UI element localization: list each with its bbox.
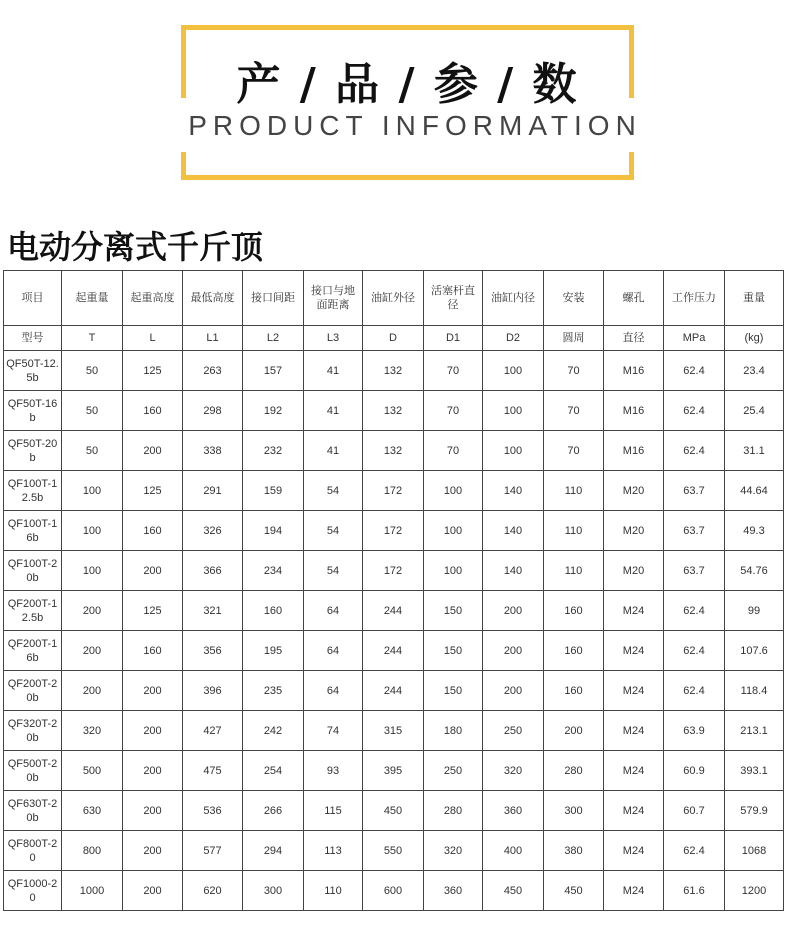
table-row-cell: 536 [183, 791, 243, 831]
table-row-cell: 70 [544, 391, 604, 431]
page-title: 产 / 品 / 参 / 数 [236, 59, 579, 110]
table-row-cell: M24 [604, 711, 664, 751]
table-row-cell: 393.1 [725, 751, 784, 791]
table-header-row-cell: 起重高度 [123, 271, 183, 326]
table-row-cell: 132 [363, 391, 424, 431]
product-name: 电动分离式千斤顶 [7, 228, 264, 266]
table-row-cell: 235 [243, 671, 304, 711]
table-row-cell: 266 [243, 791, 304, 831]
table-row-cell: 450 [363, 791, 424, 831]
table-row-cell: 64 [304, 671, 363, 711]
table-row-cell: M16 [604, 391, 664, 431]
table-row-cell: 23.4 [725, 351, 784, 391]
table-row-cell: 62.4 [664, 591, 725, 631]
table-row-cell: 160 [544, 671, 604, 711]
table-row-cell: 150 [424, 591, 483, 631]
table-row-cell: 244 [363, 631, 424, 671]
spec-table [3, 270, 784, 911]
table-row-cell: 50 [62, 351, 123, 391]
table-row-cell: 70 [544, 351, 604, 391]
table-header-row-cell: 工作压力 [664, 271, 725, 326]
table-row-cell: 50 [62, 431, 123, 471]
table-row-cell: 100 [483, 351, 544, 391]
table-row-cell: 63.7 [664, 551, 725, 591]
table-row-cell: 54.76 [725, 551, 784, 591]
table-row-cell: 100 [424, 551, 483, 591]
table-row [4, 471, 784, 511]
table-row-cell: 320 [62, 711, 123, 751]
table-row-cell: 31.1 [725, 431, 784, 471]
table-row-cell: 160 [123, 391, 183, 431]
table-row-cell: 159 [243, 471, 304, 511]
table-row-cell: M20 [604, 511, 664, 551]
table-row-cell: 244 [363, 671, 424, 711]
table-row-cell: 242 [243, 711, 304, 751]
table-row-cell: 360 [483, 791, 544, 831]
table-row-cell: 44.64 [725, 471, 784, 511]
table-row-cell: 1200 [725, 871, 784, 911]
table-unit-row-cell: L [123, 326, 183, 351]
table-row-cell: M24 [604, 831, 664, 871]
table-row-cell: 132 [363, 351, 424, 391]
table-row-cell: 263 [183, 351, 243, 391]
table-row-cell: 620 [183, 871, 243, 911]
table-unit-row-cell: 圆周 [544, 326, 604, 351]
table-row-cell: 99 [725, 591, 784, 631]
table-row-cell: 74 [304, 711, 363, 751]
table-row-cell: M20 [604, 471, 664, 511]
table-row-cell: 150 [424, 631, 483, 671]
table-row-cell: M24 [604, 591, 664, 631]
table-row-cell: 62.4 [664, 631, 725, 671]
table-row-cell: 60.7 [664, 791, 725, 831]
table-row-cell: 338 [183, 431, 243, 471]
table-row-cell: 450 [483, 871, 544, 911]
table-row-cell: 200 [544, 711, 604, 751]
table-unit-row-cell: T [62, 326, 123, 351]
table-row-cell: QF320T-20b [4, 711, 62, 751]
table-row-cell: 192 [243, 391, 304, 431]
table-row-cell: 320 [424, 831, 483, 871]
table-row-cell: 380 [544, 831, 604, 871]
table-row-cell: 41 [304, 431, 363, 471]
table-row-cell: 200 [123, 671, 183, 711]
table-row-cell: QF800T-20 [4, 831, 62, 871]
table-row-cell: 244 [363, 591, 424, 631]
table-row-cell: 395 [363, 751, 424, 791]
table-row-cell: 100 [424, 511, 483, 551]
table-row-cell: QF100T-16b [4, 511, 62, 551]
table-row-cell: 200 [483, 591, 544, 631]
table-row [4, 511, 784, 551]
table-row-cell: 125 [123, 351, 183, 391]
table-header-row-cell: 活塞杆直径 [424, 271, 483, 326]
table-row-cell: 49.3 [725, 511, 784, 551]
table-row-cell: 250 [424, 751, 483, 791]
table-row-cell: 291 [183, 471, 243, 511]
table-row-cell: 25.4 [725, 391, 784, 431]
table-unit-row-cell: L1 [183, 326, 243, 351]
table-row-cell: 579.9 [725, 791, 784, 831]
table-row-cell: QF100T-20b [4, 551, 62, 591]
table-row-cell: 200 [123, 751, 183, 791]
table-row-cell: 200 [123, 711, 183, 751]
table-row-cell: QF200T-20b [4, 671, 62, 711]
table-row-cell: 70 [424, 351, 483, 391]
table-row-cell: 356 [183, 631, 243, 671]
table-row-cell: 64 [304, 631, 363, 671]
table-row-cell: 800 [62, 831, 123, 871]
table-row-cell: 200 [483, 631, 544, 671]
table-row-cell: 400 [483, 831, 544, 871]
table-row-cell: 115 [304, 791, 363, 831]
table-row-cell: 150 [424, 671, 483, 711]
page-subtitle: PRODUCT INFORMATION [188, 110, 642, 141]
table-row-cell: QF630T-20b [4, 791, 62, 831]
table-row-cell: M24 [604, 791, 664, 831]
table-row-cell: 107.6 [725, 631, 784, 671]
table-unit-row-cell: D [363, 326, 424, 351]
table-header-row-cell: 项目 [4, 271, 62, 326]
table-row-cell: 54 [304, 511, 363, 551]
table-row-cell: 70 [544, 431, 604, 471]
table-header-row-cell: 接口间距 [243, 271, 304, 326]
table-unit-row-cell: (kg) [725, 326, 784, 351]
table-row-cell: 200 [123, 831, 183, 871]
table-header-row-cell: 重量 [725, 271, 784, 326]
table-row-cell: 54 [304, 551, 363, 591]
table-row-cell: 63.7 [664, 471, 725, 511]
table-row-cell: 300 [544, 791, 604, 831]
table-row-cell: 600 [363, 871, 424, 911]
table-row-cell: 254 [243, 751, 304, 791]
table-row-cell: 160 [243, 591, 304, 631]
table-row-cell: 160 [123, 511, 183, 551]
table-row-cell: 475 [183, 751, 243, 791]
table-row-cell: 100 [62, 471, 123, 511]
table-row-cell: 140 [483, 471, 544, 511]
table-row-cell: 232 [243, 431, 304, 471]
table-row [4, 591, 784, 631]
table-row-cell: 62.4 [664, 351, 725, 391]
table-row-cell: 140 [483, 511, 544, 551]
table-row-cell: 195 [243, 631, 304, 671]
table-row-cell: 200 [123, 431, 183, 471]
table-row-cell: 110 [544, 471, 604, 511]
table-row-cell: 200 [123, 551, 183, 591]
table-row-cell: 125 [123, 471, 183, 511]
table-row-cell: M16 [604, 431, 664, 471]
table-row-cell: 113 [304, 831, 363, 871]
table-unit-row-cell: L2 [243, 326, 304, 351]
table-row-cell: 160 [544, 631, 604, 671]
table-row-cell: QF1000-20 [4, 871, 62, 911]
table-row [4, 871, 784, 911]
table-row-cell: 41 [304, 391, 363, 431]
table-row-cell: M24 [604, 631, 664, 671]
table-header-row [4, 271, 784, 326]
table-row [4, 711, 784, 751]
table-row-cell: 280 [424, 791, 483, 831]
table-row-cell: QF200T-16b [4, 631, 62, 671]
table-row-cell: 234 [243, 551, 304, 591]
table-row-cell: 200 [62, 631, 123, 671]
table-row-cell: 61.6 [664, 871, 725, 911]
table-row-cell: 62.4 [664, 671, 725, 711]
table-row-cell: 577 [183, 831, 243, 871]
table-row-cell: 64 [304, 591, 363, 631]
table-row-cell: QF100T-12.5b [4, 471, 62, 511]
table-row-cell: 100 [424, 471, 483, 511]
table-row-cell: 450 [544, 871, 604, 911]
table-header-row-cell: 安装 [544, 271, 604, 326]
table-row [4, 671, 784, 711]
table-unit-row-cell: L3 [304, 326, 363, 351]
table-row [4, 751, 784, 791]
table-row [4, 391, 784, 431]
table-row [4, 431, 784, 471]
table-row-cell: 200 [123, 871, 183, 911]
table-row-cell: 180 [424, 711, 483, 751]
table-row-cell: 62.4 [664, 831, 725, 871]
table-unit-row-cell: MPa [664, 326, 725, 351]
table-row-cell: 132 [363, 431, 424, 471]
table-row-cell: 110 [544, 551, 604, 591]
table-row-cell: M24 [604, 671, 664, 711]
table-row-cell: 200 [62, 671, 123, 711]
table-row-cell: 294 [243, 831, 304, 871]
table-row-cell: 157 [243, 351, 304, 391]
table-row-cell: 1000 [62, 871, 123, 911]
table-row-cell: 160 [544, 591, 604, 631]
table-row-cell: 100 [62, 511, 123, 551]
table-row [4, 831, 784, 871]
table-row-cell: 70 [424, 391, 483, 431]
table-row-cell: QF500T-20b [4, 751, 62, 791]
table-row-cell: M24 [604, 871, 664, 911]
table-row-cell: 300 [243, 871, 304, 911]
table-row-cell: 500 [62, 751, 123, 791]
table-row-cell: 320 [483, 751, 544, 791]
table-row-cell: 140 [483, 551, 544, 591]
table-row-cell: 100 [483, 391, 544, 431]
table-header-row-cell: 最低高度 [183, 271, 243, 326]
table-unit-row-cell: D2 [483, 326, 544, 351]
table-row-cell: 213.1 [725, 711, 784, 751]
table-row-cell: 50 [62, 391, 123, 431]
table-row-cell: 63.9 [664, 711, 725, 751]
table-row-cell: M20 [604, 551, 664, 591]
table-row-cell: 63.7 [664, 511, 725, 551]
table-header-row-cell: 接口与地面距离 [304, 271, 363, 326]
table-unit-row-cell: D1 [424, 326, 483, 351]
table-row-cell: 70 [424, 431, 483, 471]
table-header-row-cell: 油缸外径 [363, 271, 424, 326]
table-row-cell: 360 [424, 871, 483, 911]
table-row-cell: 54 [304, 471, 363, 511]
table-row-cell: M24 [604, 751, 664, 791]
table-row-cell: 60.9 [664, 751, 725, 791]
table-row-cell: 427 [183, 711, 243, 751]
table-row-cell: 366 [183, 551, 243, 591]
table-row-cell: 315 [363, 711, 424, 751]
table-row-cell: QF50T-16b [4, 391, 62, 431]
table-row [4, 791, 784, 831]
table-row-cell: QF50T-20b [4, 431, 62, 471]
table-row-cell: 280 [544, 751, 604, 791]
table-row-cell: 200 [123, 791, 183, 831]
table-row-cell: 100 [62, 551, 123, 591]
table-header-row-cell: 起重量 [62, 271, 123, 326]
table-row [4, 551, 784, 591]
table-row-cell: 125 [123, 591, 183, 631]
table-row-cell: 62.4 [664, 431, 725, 471]
table-row-cell: M16 [604, 351, 664, 391]
table-row-cell: QF50T-12.5b [4, 351, 62, 391]
table-row-cell: 172 [363, 511, 424, 551]
table-row-cell: 62.4 [664, 391, 725, 431]
table-unit-row [4, 326, 784, 351]
table-row-cell: 110 [304, 871, 363, 911]
table-row-cell: 41 [304, 351, 363, 391]
table-row [4, 351, 784, 391]
table-row-cell: 110 [544, 511, 604, 551]
table-row-cell: 200 [62, 591, 123, 631]
table-row-cell: 550 [363, 831, 424, 871]
table-row-cell: 172 [363, 551, 424, 591]
table-row-cell: 250 [483, 711, 544, 751]
table-row-cell: 396 [183, 671, 243, 711]
spec-table-body [4, 271, 784, 911]
table-unit-row-cell: 型号 [4, 326, 62, 351]
table-row-cell: 160 [123, 631, 183, 671]
table-row-cell: QF200T-12.5b [4, 591, 62, 631]
table-row-cell: 1068 [725, 831, 784, 871]
table-row-cell: 172 [363, 471, 424, 511]
table-header-row-cell: 螺孔 [604, 271, 664, 326]
table-row-cell: 118.4 [725, 671, 784, 711]
table-row-cell: 93 [304, 751, 363, 791]
table-row [4, 631, 784, 671]
table-row-cell: 298 [183, 391, 243, 431]
table-header-row-cell: 油缸内径 [483, 271, 544, 326]
table-row-cell: 321 [183, 591, 243, 631]
table-row-cell: 100 [483, 431, 544, 471]
table-row-cell: 200 [483, 671, 544, 711]
table-unit-row-cell: 直径 [604, 326, 664, 351]
table-row-cell: 326 [183, 511, 243, 551]
table-row-cell: 194 [243, 511, 304, 551]
table-row-cell: 630 [62, 791, 123, 831]
